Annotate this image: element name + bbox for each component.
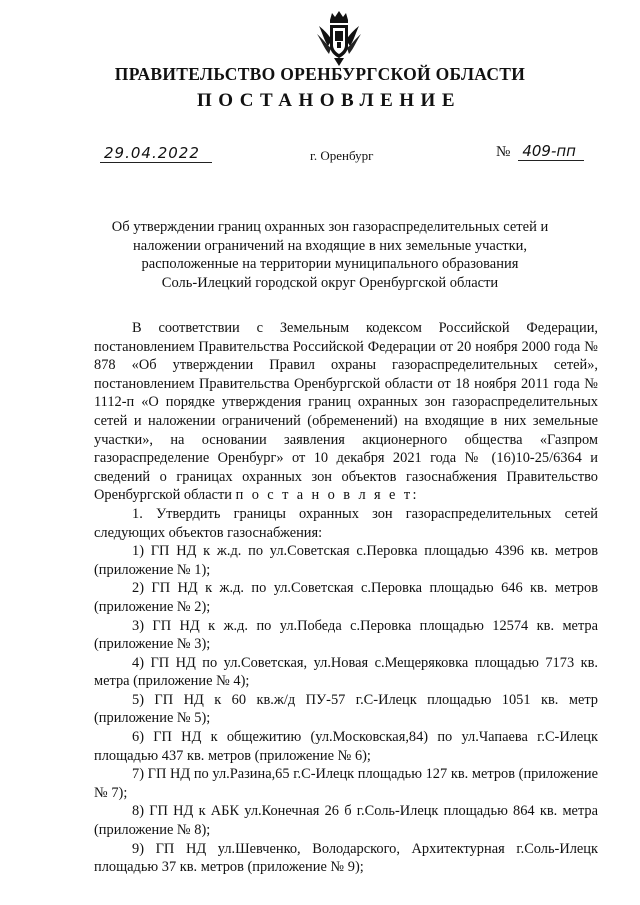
coat-of-arms-emblem: [316, 10, 362, 68]
list-item: 3) ГП НД к ж.д. по ул.Победа с.Перовка площадью 12574 кв. метра (приложение № 3);: [94, 617, 598, 653]
preamble-paragraph: [94, 319, 598, 505]
list-item: 6) ГП НД к общежитию (ул.Московская,84) по ул.Чапаева г.С-Илецк площадью 437 кв. метров (приложение № 6);: [94, 729, 598, 764]
list-item: 5) ГП НД к 60 кв.ж/д ПУ-57 г.С-Илецк площадью 1051 кв. метр (приложение № 5);: [94, 691, 598, 727]
clause-1: 1. Утвердить границы охранных зон газораспределительных сетей следующих объектов газоснабжения:: [94, 505, 598, 541]
document-city: г. Оренбург: [310, 148, 374, 163]
list-item: 1) ГП НД к ж.д. по ул.Советская с.Перовка площадью 4396 кв. метров (приложение № 1);: [94, 543, 598, 578]
document-body: [94, 319, 598, 877]
list-item: 7) ГП НД по ул.Разина,65 г.С-Илецк площадью 127 кв. метров (приложение № 7);: [94, 766, 598, 801]
organization-name: ПРАВИТЕЛЬСТВО ОРЕНБУРГСКОЙ ОБЛАСТИ: [114, 64, 526, 84]
list-item: 8) ГП НД к АБК ул.Конечная 26 б г.Соль-Илецк площадью 864 кв. метра (приложение № 8);: [94, 803, 598, 839]
document-title: [70, 218, 590, 292]
document-date: 29.04.2022: [100, 144, 212, 163]
number-value: 409-пп: [518, 142, 584, 161]
title-line: Соль-Илецкий городской округ Оренбургской области: [161, 274, 499, 291]
title-line: расположенные на территории муниципального образования: [141, 256, 519, 273]
document-kind: ПОСТАНОВЛЕНИЕ: [196, 90, 462, 111]
resolves-word: п о с т а н о в л я е т:: [235, 487, 419, 504]
title-line: Об утверждении границ охранных зон газораспределительных сетей и: [111, 219, 549, 235]
list-item: 2) ГП НД к ж.д. по ул.Советская с.Перовка площадью 646 кв. метров (приложение № 2);: [94, 580, 598, 615]
list-item: 9) ГП НД ул.Шевченко, Володарского, Архитектурная г.Соль-Илецк площадью 37 кв. метров (приложение № 9);: [94, 840, 598, 876]
title-line: наложении ограничений на входящие в них земельные участки,: [132, 237, 528, 254]
list-item: 4) ГП НД по ул.Советская, ул.Новая с.Мещеряковка площадью 7173 кв. метра (приложение № 4);: [94, 654, 598, 690]
document-number: [496, 142, 584, 161]
number-label: №: [496, 144, 511, 160]
preamble-text: В соответствии с Земельным кодексом Российской Федерации, постановлением Правительства Российской Федерации от 20 ноября 2000 года № 878 «Об утверждении Правил охраны газораспределительных сетей», постановлением Правительства Оренбургской области от 18 ноября 2011 года № 1112-п «О порядке утверждения границ охранных зон газораспределительных сетей и наложении ограничений (обременений) на входящие в них земельные участки», на основании заявления акционерного общества «Газпром газораспределение Оренбург» от 10 декабря 2021 года № (16)10-25/6364 и сведений о границах охранных зон объектов газоснабжения Правительство Оренбургской области: [94, 320, 598, 504]
